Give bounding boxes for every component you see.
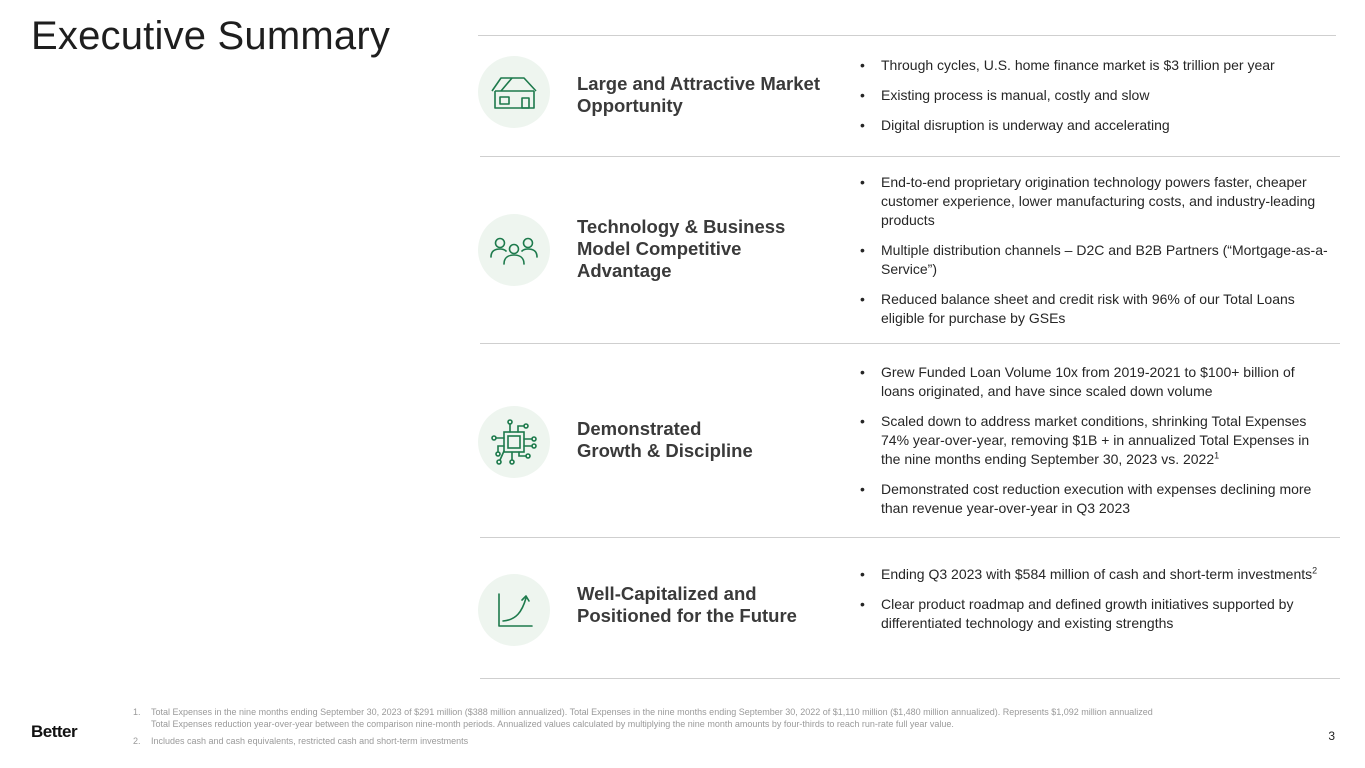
list-item: • Clear product roadmap and defined growth initiatives supported by differentiated technology and existing strengths	[859, 595, 1331, 633]
list-item: • Demonstrated cost reduction execution with expenses declining more than revenue year-over-year in Q3 2023	[859, 480, 1331, 518]
footnote-number: 2.	[133, 736, 141, 746]
section-heading-line: Growth & Discipline	[577, 440, 753, 461]
list-item: • Grew Funded Loan Volume 10x from 2019-2021 to $100+ billion of loans originated, and have since scaled down volume	[859, 363, 1331, 401]
section-technology-advantage	[478, 157, 1340, 343]
footnote-ref: 1	[1214, 450, 1220, 461]
list-item-text: Ending Q3 2023 with $584 million of cash and short-term investments	[881, 566, 1313, 582]
icon-badge	[478, 214, 550, 286]
bullet-list	[859, 173, 1331, 328]
house-icon	[488, 66, 540, 118]
footnote-text: Total Expenses in the nine months ending September 30, 2023 of $291 million ($388 million annualized). Total Expenses in the nine months ending September 30, 2022 of $1,110 million ($1,480 million annualized). Represents $1,092 million annualized Total Expenses reduction year-over-year between the comparison nine-month periods. Annualized values calculated by multiplying the nine month amounts by four-thirds to reach run-rate full year value.	[151, 707, 1153, 729]
page-title: Executive Summary	[31, 14, 391, 58]
list-item: • Existing process is manual, costly and slow	[859, 86, 1331, 105]
footnote-text: Includes cash and cash equivalents, restricted cash and short-term investments	[151, 736, 469, 746]
section-heading: Technology & Business Model Competitive Advantage	[577, 216, 786, 281]
list-item: • Through cycles, U.S. home finance market is $3 trillion per year	[859, 56, 1331, 75]
section-growth-discipline	[478, 344, 1340, 537]
bullet-list	[859, 363, 1331, 518]
footnote-number: 1.	[133, 707, 141, 717]
icon-badge	[478, 56, 550, 128]
people-group-icon	[488, 224, 540, 276]
list-item: • Multiple distribution channels – D2C and B2B Partners (“Mortgage-as-a-Service”)	[859, 241, 1331, 279]
section-well-capitalized	[478, 538, 1340, 678]
growth-chart-icon	[488, 584, 540, 636]
bullet-list	[859, 565, 1331, 633]
section-heading	[577, 418, 837, 462]
list-item: • Reduced balance sheet and credit risk with 96% of our Total Loans eligible for purchase by GSEs	[859, 290, 1331, 328]
company-logo: Better	[31, 722, 78, 741]
bullet-list	[859, 56, 1331, 135]
footnote	[133, 706, 1163, 730]
list-item: • End-to-end proprietary origination technology powers faster, cheaper customer experience, lower manufacturing costs, and industry-leading products	[859, 173, 1331, 230]
divider	[480, 678, 1340, 679]
icon-badge	[478, 406, 550, 478]
section-heading: Well-Capitalized and Positioned for the Future	[577, 583, 797, 626]
circuit-chip-icon	[488, 416, 540, 468]
icon-badge	[478, 574, 550, 646]
list-item: • Digital disruption is underway and accelerating	[859, 116, 1331, 135]
section-heading: Large and Attractive Market Opportunity	[577, 73, 820, 116]
list-item	[859, 565, 1331, 584]
footnote-ref: 2	[1312, 565, 1318, 576]
section-heading-line: Demonstrated	[577, 418, 702, 439]
section-market-opportunity	[478, 36, 1340, 156]
footnotes	[133, 706, 1163, 747]
footnote	[133, 735, 1163, 747]
list-item	[859, 412, 1331, 469]
page-number: 3	[1328, 729, 1335, 743]
list-item-text: Scaled down to address market conditions, shrinking Total Expenses 74% year-over-year, removing $1B + in annualized Total Expenses in the nine months ending September 30, 2023 vs. 2022	[881, 413, 1310, 467]
